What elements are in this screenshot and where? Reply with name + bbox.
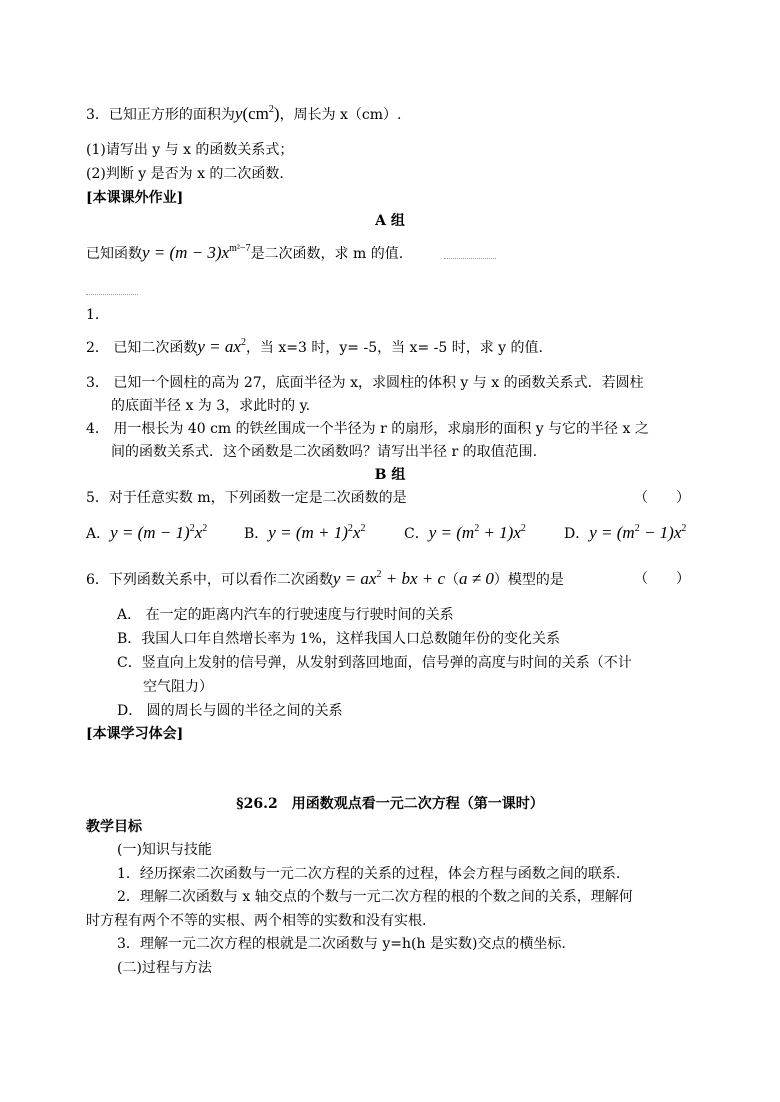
q3-formula: $y(cm^2)$ — [234, 104, 280, 123]
q3-text-a: 3．已知正方形的面积为 — [86, 107, 235, 123]
q5-stem: 5．对于任意实数 m，下列函数一定是二次函数的是 — [86, 490, 407, 506]
goals-heading: 教学目标 — [86, 819, 142, 835]
list-item-4: 4． 用一根长为 40 cm 的铁丝围成一个半径为 r 的扇形，求扇形的面积 y 与它的半径 x 之 — [86, 421, 649, 437]
list-item-4-cont: 间的函数关系式．这个函数是二次函数吗？请写出半径 r 的取值范围. — [111, 444, 538, 460]
q6-option-b: B．我国人口年自然增长率为 1%，这样我国人口总数随年份的变化关系 — [117, 631, 560, 647]
group-b-heading: B 组 — [374, 467, 406, 483]
goal-1: 1．经历探索二次函数与一元二次方程的关系的过程，体会方程与函数之间的联系. — [117, 866, 621, 882]
list-item-3: 3． 已知一个圆柱的高为 27，底面半径为 x，求圆柱的体积 y 与 x 的函数关系式．若圆柱 — [86, 375, 644, 391]
q3-part1: (1)请写出 y 与 x 的函数关系式； — [86, 142, 294, 158]
q5-option-a: A．$y = (m - 1)^2x^2$ — [86, 523, 208, 542]
section-title: §26.2 用函数观点看一元二次方程（第一课时） — [236, 796, 544, 812]
goal-2-cont: 时方程有两个不等的实根、两个相等的实数和没有实根. — [86, 913, 427, 929]
q5-option-d: D．$y = (m^2 - 1)x^2$ — [564, 523, 687, 542]
dotted-rule — [86, 294, 138, 295]
dotted-rule — [444, 258, 496, 259]
goals-sub2: (二)过程与方法 — [117, 960, 212, 976]
q6-answer-blank: （ ） — [634, 571, 690, 587]
q6-stem: 6．下列函数关系中，可以看作二次函数$y = ax^2$ + bx + c（a ≠ 0）模型的是 — [86, 569, 564, 588]
list-item-3-cont: 的底面半径 x 为 3，求此时的 y. — [111, 398, 311, 414]
q5-answer-blank: （ ） — [634, 490, 690, 506]
q3-part2: (2)判断 y 是否为 x 的二次函数. — [86, 166, 284, 182]
q6-formula: $y = ax^2$ + bx + c — [332, 569, 446, 588]
group-a-heading: A 组 — [375, 213, 405, 229]
q6-option-d: D． 圆的周长与圆的半径之间的关系 — [117, 703, 343, 719]
list-item-2: 2． 已知二次函数$y = ax^2$，当 x=3 时，y= -5，当 x= -5 时，求 y 的值. — [86, 337, 543, 356]
q3-text-b: ，周长为 x（cm）. — [279, 107, 402, 123]
q6-option-c: C．竖直向上发射的信号弹，从发射到落回地面，信号弹的高度与时间的关系（不计 — [117, 655, 632, 671]
list-item-1: 1． — [86, 307, 109, 323]
q5-option-c: C．$y = (m^2 + 1)x^2$ — [404, 523, 526, 542]
q3-stem — [86, 104, 402, 125]
reflection-heading: [本课学习体会] — [86, 726, 184, 742]
q6-option-a: A． 在一定的距离内汽车的行驶速度与行驶时间的关系 — [117, 607, 454, 623]
item-2-formula: $y = ax^2$ — [197, 337, 246, 356]
group-a-formula: $y = (m - 3)x^{m^2-7}$ — [142, 243, 251, 262]
q5-option-b: B．$y = (m + 1)^2x^2$ — [244, 523, 366, 542]
goal-3: 3．理解一元二次方程的根就是二次函数与 y=h(h 是实数)交点的横坐标. — [117, 936, 566, 952]
goal-2: 2．理解二次函数与 x 轴交点的个数与一元二次方程的根的个数之间的关系，理解何 — [117, 889, 633, 905]
q6-option-c-cont: 空气阻力） — [143, 679, 213, 695]
group-a-intro: 已知函数$y = (m - 3)x^{m^2-7}$是二次函数，求 m 的值. — [86, 243, 404, 262]
homework-heading: [本课课外作业] — [86, 190, 184, 206]
goals-sub1: (一)知识与技能 — [117, 842, 212, 858]
